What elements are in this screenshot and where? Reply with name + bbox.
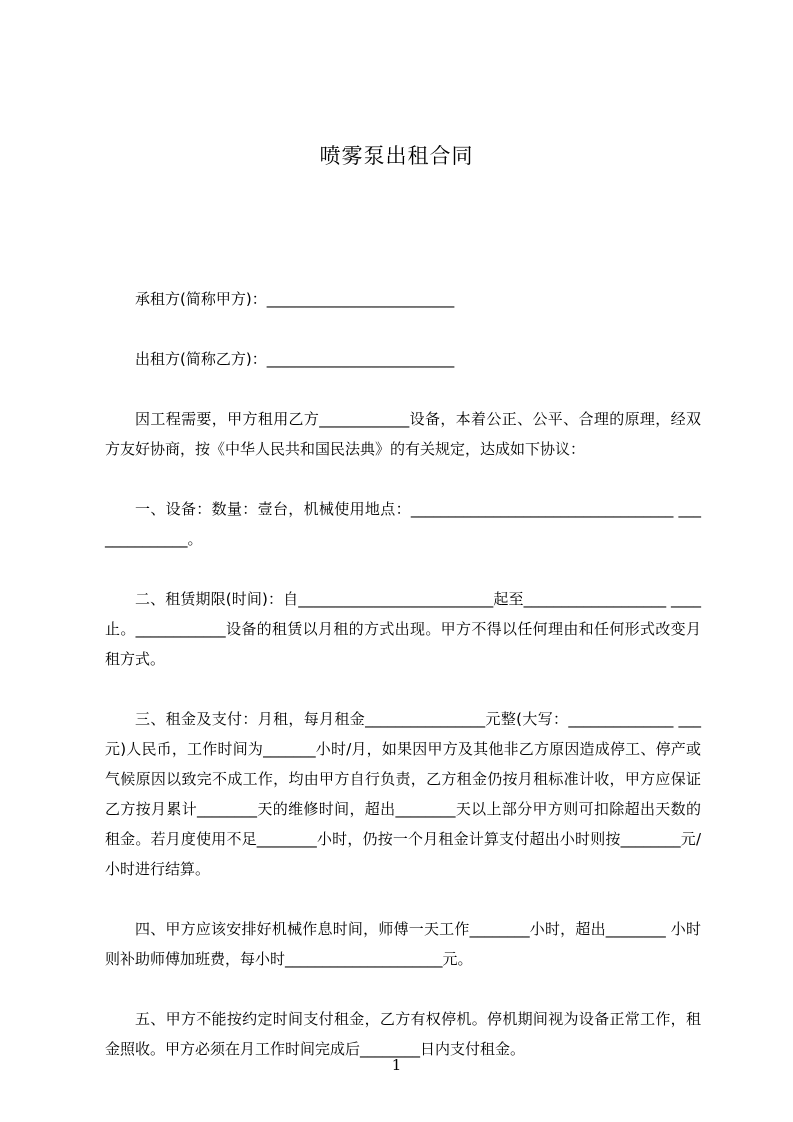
clause-rent-payment: 三、租金及支付：月租，每月租金________________元整(大写：______________ ___元)人民币，工作时间为_______小时/月，如果因甲方及其他非乙方原因造成停工、停产或气候原因以致完不成工作，均由甲方自行负责，乙方租金仍按月租标准计收，甲方应保证乙方按月累计________天的维修时间，超出________天以上部分甲方则可扣除超出天数的租金。若月度使用不足________小时，仍按一个月租金计算支付超出小时则按________元/小时进行结算。 — [105, 710, 701, 878]
clause-lease-term: 二、租赁期限(时间)：自__________________________起至___________________ ____止。____________设备的租赁以月租的方式出现。甲方不得以任何理由和任何形式改变月租方式。 — [105, 590, 701, 668]
clause-work-hours: 四、甲方应该安排好机械作息时间，师傅一天工作________小时，超出________ 小时则补助师傅加班费，每小时_____________________元。 — [105, 920, 701, 968]
clause-payment-default: 五、甲方不能按约定时间支付租金，乙方有权停机。停机期间视为设备正常工作，租金照收。甲方必须在月工作时间完成后________日内支付租金。 — [105, 1010, 701, 1058]
lessor-line: 出租方(简称乙方)：_________________________ — [135, 350, 455, 368]
clause-equipment: 一、设备：数量：壹台，机械使用地点：___________________________________ ______________。 — [105, 500, 701, 548]
preamble-paragraph: 因工程需要，甲方租用乙方____________设备，本着公正、公平、合理的原理，经双方友好协商，按《中华人民共和国民法典》的有关规定，达成如下协议： — [105, 410, 701, 458]
page-number: 1 — [391, 1056, 402, 1074]
contract-body — [105, 284, 701, 1094]
lessee-line: 承租方(简称甲方)：_________________________ — [135, 290, 455, 308]
document-title: 喷雾泵出租合同 — [319, 144, 474, 168]
